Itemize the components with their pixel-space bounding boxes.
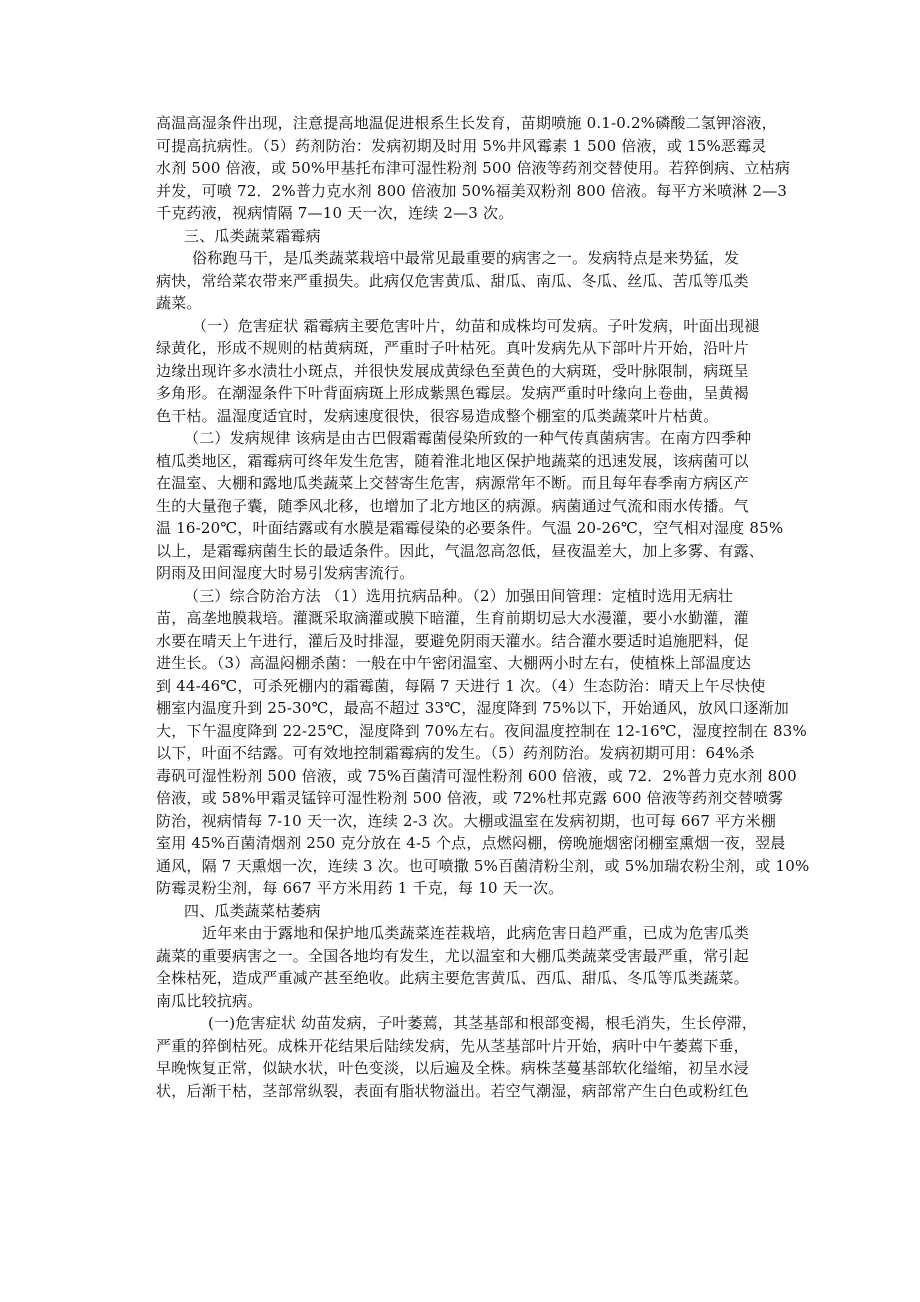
text-line: 可提高抗病性。（5）药剂防治：发病初期及时用 5%井风霉素 1 500 倍液，或 15%恶霉灵 <box>156 136 767 155</box>
text-line: 在温室、大棚和露地瓜类蔬菜上交替寄生危害，病源常年不断。而且每年春季南方病区产 <box>156 474 749 492</box>
section-heading: 四、瓜类蔬菜枯萎病 <box>184 901 321 920</box>
text-line: 病快，常给菜农带来严重损失。此病仅危害黄瓜、甜瓜、南瓜、冬瓜、丝瓜、苦瓜等瓜类 <box>156 271 749 290</box>
text-line: 以上，是霜霉病菌生长的最适条件。因此，气温忽高忽低，昼夜温差大，加上多雾、有露、 <box>156 541 765 560</box>
text-line: 千克药液，视病情隔 7—10 天一次，连续 2—3 次。 <box>156 204 514 222</box>
text-line: 防霉灵粉尘剂，每 667 平方米用药 1 千克，每 10 天一次。 <box>156 879 564 897</box>
text-line: 水要在晴天上午进行，灌后及时排湿，要避免阴雨天灌水。结合灌水要适时追施肥料，促 <box>156 631 749 650</box>
subsection-first-line: （三）综合防治方法 （1）选用抗病品种。（2）加强田间管理：定植时选用无病壮 <box>184 586 733 605</box>
text-line: 防治，视病情每 7-10 天一次，连续 2-3 次。大棚或温室在发病初期，也可每 667 平方米棚 <box>156 811 776 830</box>
text-line: 全株枯死，造成严重减产甚至绝收。此病主要危害黄瓜、西瓜、甜瓜、冬瓜等瓜类蔬菜。 <box>156 969 749 987</box>
text-line: 状，后渐干枯，茎部常纵裂，表面有脂状物溢出。若空气潮湿，病部常产生白色或粉红色 <box>156 1081 749 1100</box>
text-line: 温 16-20℃，叶面结露或有水膜是霜霉侵染的必要条件。气温 20-26℃，空气相对湿度 85% <box>156 519 784 537</box>
text-line: 生的大量孢子囊，随季风北移，也增加了北方地区的病源。病菌通过气流和雨水传播。气 <box>156 496 749 515</box>
paragraph-first-line: 俗称跑马干，是瓜类蔬菜栽培中最常见最重要的病害之一。发病特点是来势猛，发 <box>192 249 740 267</box>
subsection-first-line: （一）危害症状 霜霉病主要危害叶片，幼苗和成株均可发病。子叶发病，叶面出现褪 <box>192 316 760 335</box>
text-line: 通风，隔 7 天熏烟一次，连续 3 次。也可喷撒 5%百菌清粉尘剂，或 5%加瑞农粉尘剂，或 10% <box>156 856 810 875</box>
paragraph-first-line: 近年来由于露地和保护地瓜类蔬菜连茬栽培，此病危害日趋严重，已成为危害瓜类 <box>202 924 750 942</box>
text-line: 苗，高垄地膜栽培。灌溉采取滴灌或膜下暗灌，生育前期切忌大水漫灌，要小水勤灌，灌 <box>156 609 749 627</box>
text-line: 边缘出现许多水渍壮小斑点，并很快发展成黄绿色至黄色的大病斑，受叶脉限制，病斑呈 <box>156 361 749 380</box>
text-line: 植瓜类地区，霜霉病可终年发生危害，随着淮北地区保护地蔬菜的迅速发展，该病菌可以 <box>156 451 749 470</box>
text-line: 蔬菜。 <box>156 294 202 312</box>
text-line: 阴雨及田间湿度大时易引发病害流行。 <box>156 564 415 582</box>
text-line: 大，下午温度降到 22-25℃，湿度降到 70%左右。夜间温度控制在 12-16℃，湿度控制在 83% <box>156 721 807 740</box>
text-line: 绿黄化，形成不规则的枯黄病斑，严重时子叶枯死。真叶发病先从下部叶片开始，沿叶片 <box>156 339 749 357</box>
text-line: 室用 45%百菌清烟剂 250 克分放在 4-5 个点，点燃闷棚，傍晚施烟密闭棚室熏烟一夜，翌晨 <box>156 834 786 852</box>
subsection-first-line: (一)危害症状 幼苗发病，子叶萎蔫，其茎基部和根部变褐，根毛消失，生长停滞， <box>208 1014 758 1032</box>
text-line: 到 44-46℃，可杀死棚内的霜霉菌，每隔 7 天进行 1 次。（4）生态防治：晴天上午尽快使 <box>156 676 766 695</box>
subsection-first-line: （二）发病规律 该病是由古巴假霜霉菌侵染所致的一种气传真菌病害。在南方四季种 <box>184 429 752 447</box>
text-line: 毒矾可湿性粉剂 500 倍液，或 75%百菌清可湿性粉剂 600 倍液，或 72．2%普力克水剂 800 <box>156 766 797 785</box>
text-line: 早晚恢复正常，似缺水状，叶色变淡，以后遍及全株。病株茎蔓基部软化缢缩，初呈水浸 <box>156 1059 749 1077</box>
text-line: 倍液，或 58%甲霜灵锰锌可湿性粉剂 500 倍液，或 72%杜邦克露 600 倍液等药剂交替喷雾 <box>156 789 784 807</box>
text-line: 色干枯。温湿度适宜时，发病速度很快，很容易造成整个棚室的瓜类蔬菜叶片枯黄。 <box>156 406 719 425</box>
text-line: 以下，叶面不结露。可有效地控制霜霉病的发生。（5）药剂防治。发病初期可用：64%杀 <box>156 744 755 762</box>
text-line: 严重的猝倒枯死。成株开花结果后陆续发病，先从茎基部叶片开始，病叶中午萎蔫下垂， <box>156 1036 749 1055</box>
text-line: 水剂 500 倍液，或 50%甲基托布津可湿性粉剂 500 倍液等药剂交替使用。若猝倒病、立枯病 <box>156 159 791 177</box>
section-heading: 三、瓜类蔬菜霜霉病 <box>184 226 321 245</box>
text-line: 高温高湿条件出现，注意提高地温促进根系生长发育，苗期喷施 0.1-0.2%磷酸二氢钾溶液， <box>156 114 777 132</box>
text-line: 并发，可喷 72．2%普力克水剂 800 倍液加 50%福美双粉剂 800 倍液。每平方米喷淋 2—3 <box>156 181 788 200</box>
text-line: 蔬菜的重要病害之一。全国各地均有发生，尤以温室和大棚瓜类蔬菜受害最严重，常引起 <box>156 946 749 965</box>
text-line: 棚室内温度升到 25-30℃，最高不超过 33℃，湿度降到 75%以下，开始通风，放风口逐渐加 <box>156 699 789 717</box>
text-line: 南瓜比较抗病。 <box>156 991 263 1010</box>
text-line: 多角形。在潮湿条件下叶背面病斑上形成紫黑色霉层。发病严重时叶缘向上卷曲，呈黄褐 <box>156 384 749 402</box>
text-line: 进生长。（3）高温闷棚杀菌：一般在中午密闭温室、大棚两小时左右，使植株上部温度达 <box>156 654 752 672</box>
